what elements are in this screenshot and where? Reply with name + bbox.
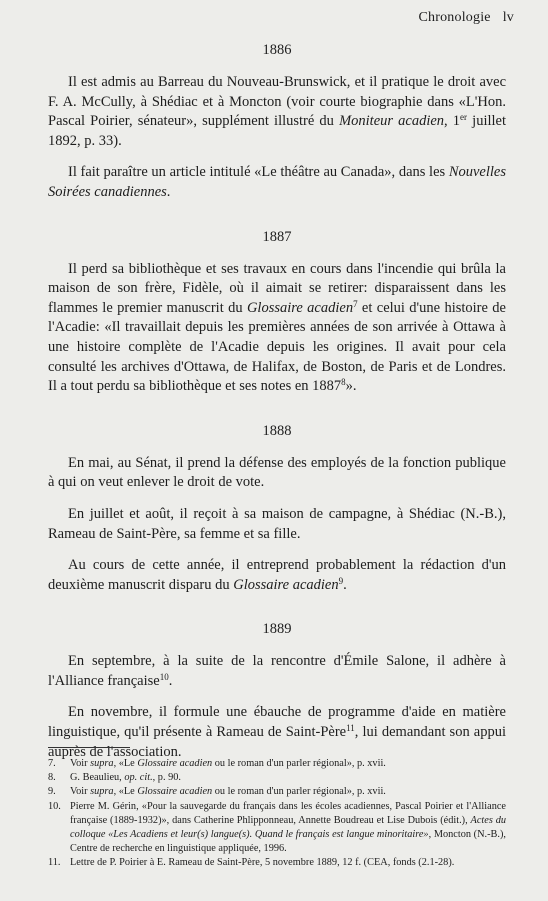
footnote-divider <box>48 747 130 748</box>
footnote: 8. G. Beaulieu, op. cit., p. 90. <box>48 772 181 784</box>
paragraph: En septembre, à la suite de la rencontre d'Émile Salone, il adhère à l'Alliance française$^{10}$. <box>48 653 506 689</box>
year-heading: 1889 <box>262 621 292 638</box>
footnote-ref: 10 <box>159 671 169 682</box>
footnote-ref: 11 <box>346 723 355 734</box>
footnote-ref: 7 <box>353 298 358 309</box>
year-heading: 1887 <box>262 228 292 245</box>
main-text <box>48 42 506 774</box>
footnote: 7. Voir supra, «Le Glossaire acadien ou le roman d'un parler régional», p. xvii. <box>48 758 386 769</box>
footnote: 10. Pierre M. Gérin, «Pour la sauvegarde du français dans les écoles acadiennes, Pascal Poirier et l'Alliance française (1889-1932)», dans Catherine Phlipponneau, Annette Boudreau et Lise Dubois (édit.), Actes du colloque «Les Acadiens et leur(s) langue(s). Quand le français est langue minoritaire», Moncton (N.-B.), Centre de recherche en linguistique appliquée, 1996. <box>48 800 507 855</box>
paragraph: Au cours de cette année, il entreprend probablement la rédaction d'un deuxième manuscrit disparu du Glossaire acadien$^9$. <box>48 557 506 593</box>
section-title: Chronologie <box>418 10 491 25</box>
year-heading: 1886 <box>262 42 292 58</box>
page-number: lv <box>502 10 514 25</box>
footnote-ref: 9 <box>338 575 344 586</box>
paragraph: Il est admis au Barreau du Nouveau-Brunswick, et il pratique le droit avec F. A. McCully, à Shédiac et à Moncton (voir courte biographie dans «L'Hon. Pascal Poirier, sénateur», supplément illustré du Moniteur acadien, 1er juillet 1892, p. 33). <box>48 74 506 149</box>
paragraph: En juillet et août, il reçoit à sa maison de campagne, à Shédiac (N.-B.), Rameau de Saint-Père, sa femme et sa fille. <box>48 505 506 542</box>
paragraph: Il perd sa bibliothèque et ses travaux en cours dans l'incendie qui brûla la maison de son frère, Fidèle, où il aimait se retirer: disparaissent dans les flammes le premier manuscrit du Glossaire acadien$^7$ et celui d'une histoire de l'Acadie: «Il travaillait depuis les premières années de son arrivée à Ottawa à une histoire complète de l'Acadie depuis les origines. Il avait pour cela consulté les archives d'Ottawa, de Halifax, de Boston, de Paris et de Londres. Il a tout perdu sa bibliothèque et ses notes en 1887$^8$». <box>48 260 506 395</box>
paragraph: Il fait paraître un article intitulé «Le théâtre au Canada», dans les Nouvelles Soirées canadiennes. <box>48 164 506 200</box>
year-heading: 1888 <box>262 422 292 439</box>
footnote-ref: 8 <box>341 377 346 388</box>
running-header <box>419 10 515 26</box>
paragraph: En novembre, il formule une ébauche de programme d'aide en matière linguistique, qu'il présente à Rameau de Saint-Père$^{11}$, lui demandant son appui auprès de l'association. <box>48 704 506 760</box>
footnote: 11. Lettre de P. Poirier à E. Rameau de Saint-Père, 5 novembre 1889, 12 f. (CEA, fonds (2.1-28). <box>48 857 455 869</box>
footnote: 9. Voir supra, «Le Glossaire acadien ou le roman d'un parler régional», p. xvii. <box>48 786 386 798</box>
paragraph: En mai, au Sénat, il prend la défense des employés de la fonction publique à qui on veut enlever le droit de vote. <box>48 454 506 491</box>
footnotes <box>48 757 506 871</box>
